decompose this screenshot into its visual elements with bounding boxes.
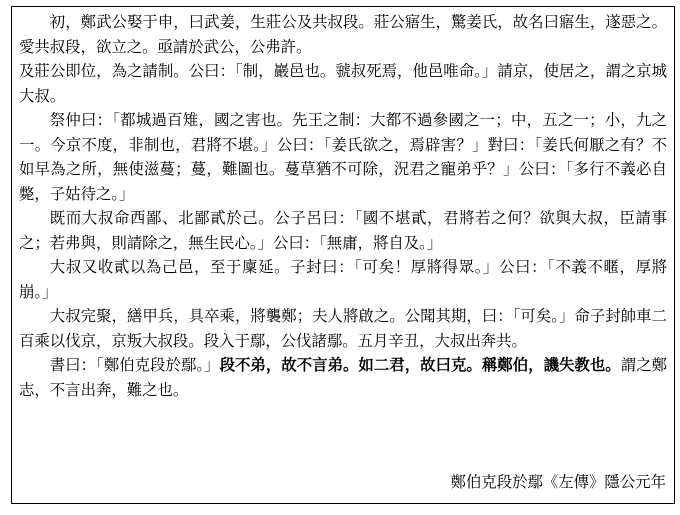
paragraph-1: 初，鄭武公娶于申，曰武姜，生莊公及共叔段。莊公寤生，驚姜氏，故名曰寤生，遂惡之。愛共叔段，欲立之。亟請於武公，公弗許。 [19, 13, 667, 56]
text-box [11, 6, 675, 504]
paragraph-4: 既而大叔命西鄙、北鄙貳於己。公子呂曰：「國不堪貳，君將若之何？欲與大叔，臣請事之；若弗與，則請除之，無生民心。」公曰：「無庸，將自及。」 [19, 209, 667, 252]
paragraph-7-start: 書曰：「鄭伯克段於鄢。」 [49, 356, 220, 374]
passage-body [19, 10, 667, 402]
paragraph-5: 大叔又收貳以為己邑，至于廩延。子封曰：「可矣！厚將得眾。」公曰：「不義不暱，厚將崩。」 [19, 258, 667, 301]
source-citation: 鄭伯克段於鄢《左傳》隱公元年 [450, 473, 666, 491]
paragraph-2: 及莊公即位，為之請制。公曰：「制，巖邑也。虢叔死焉，他邑唯命。」請京，使居之，謂之京城大叔。 [19, 62, 667, 105]
paragraph-3: 祭仲曰：「都城過百雉，國之害也。先王之制：大都不過參國之一；中，五之一；小，九之一。今京不度，非制也，君將不堪。」公曰：「姜氏欲之，焉辟害？」對曰：「姜氏何厭之有？不如早為之所，無使滋蔓；蔓，難圖也。蔓草猶不可除，況君之寵弟乎？」公曰：「多行不義必自斃，子姑待之。」 [19, 111, 667, 203]
paragraph-7-emphasis: 段不弟，故不言弟。如二君，故曰克。稱鄭伯，譏失教也。 [219, 356, 621, 374]
paragraph-6: 大叔完聚，繕甲兵，具卒乘，將襲鄭；夫人將啟之。公聞其期，曰：「可矣。」命子封帥車二百乘以伐京，京叛大叔段。段入于鄢，公伐諸鄢。五月辛丑，大叔出奔共。 [19, 307, 667, 350]
paragraph-7 [19, 353, 667, 402]
paragraph-7-end: 謂之鄭志，不言出奔，難之也。 [19, 356, 667, 399]
